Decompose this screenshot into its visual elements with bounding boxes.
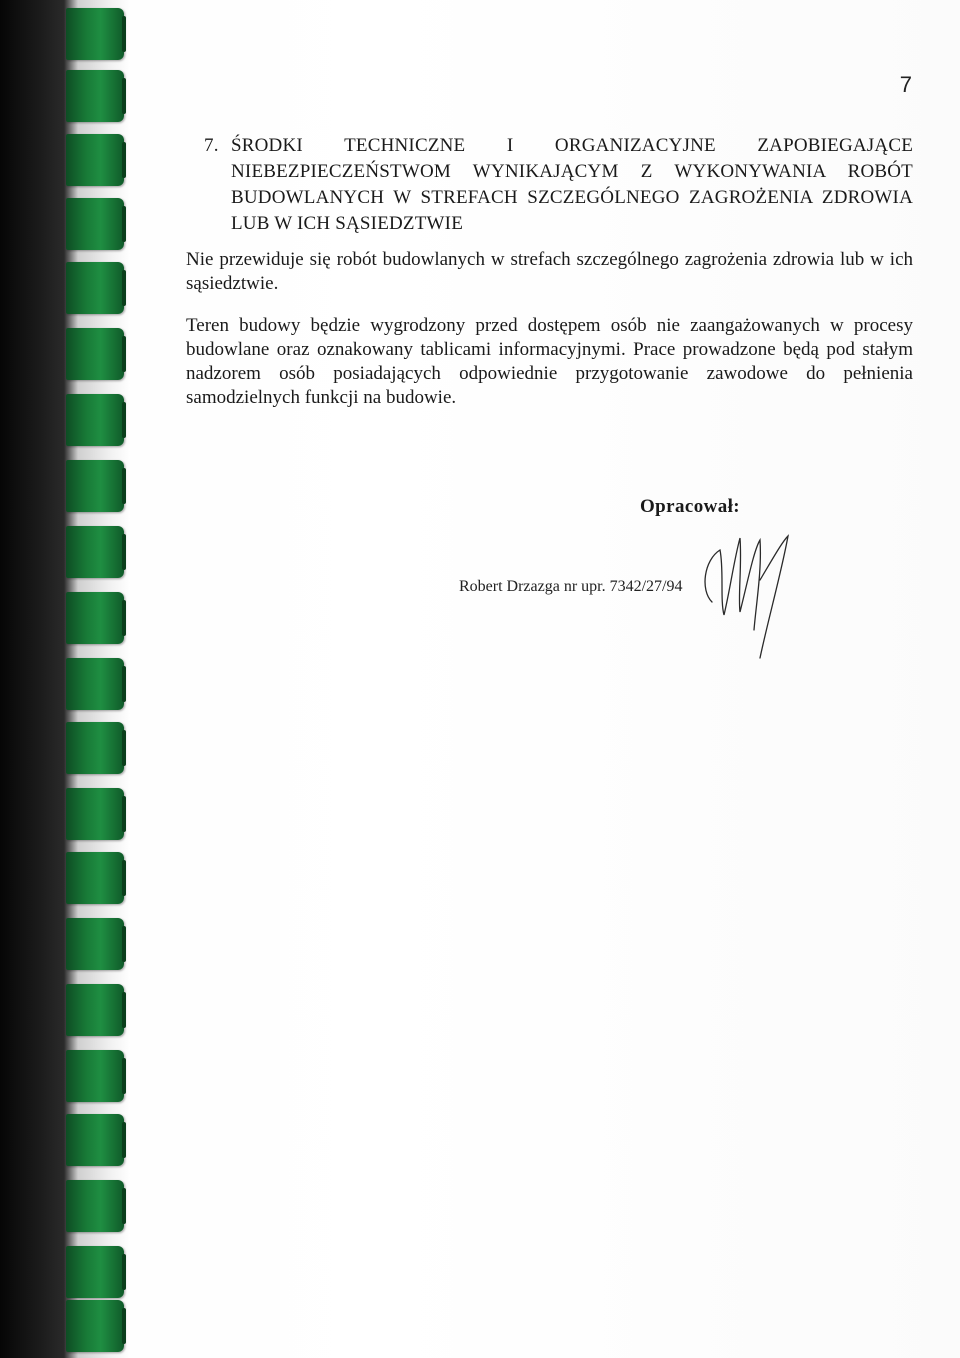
section-heading — [204, 133, 913, 237]
binding-ring — [66, 262, 124, 314]
handwritten-signature — [690, 520, 800, 660]
binding-ring — [66, 8, 124, 60]
author-name: Robert Drzazga nr upr. 7342/27/94 — [459, 578, 683, 595]
paragraph: Nie przewiduje się robót budowlanych w strefach szczególnego zagrożenia zdrowia lub w ich sąsiedztwie. — [186, 249, 913, 294]
binding-ring — [66, 592, 124, 644]
binding-ring — [66, 788, 124, 840]
binding-ring — [66, 134, 124, 186]
spiral-binding — [0, 0, 130, 1358]
binding-ring — [66, 70, 124, 122]
binding-ring — [66, 460, 124, 512]
binding-ring — [66, 1180, 124, 1232]
binding-ring — [66, 722, 124, 774]
binding-ring — [66, 984, 124, 1036]
binding-ring — [66, 1050, 124, 1102]
binding-ring — [66, 1114, 124, 1166]
section-heading-text: ŚRODKI TECHNICZNE I ORGANIZACYJNE ZAPOBIEGAJĄCE NIEBEZPIECZEŃSTWOM WYNIKAJĄCYM Z WYKONYWANIA ROBÓT BUDOWLANYCH W STREFACH SZCZEGÓLNEGO ZAGROŻENIA ZDROWIA LUB W ICH SĄSIEDZTWIE — [231, 135, 913, 234]
binding-ring — [66, 918, 124, 970]
binding-ring — [66, 394, 124, 446]
binding-ring — [66, 198, 124, 250]
binding-ring — [66, 1246, 124, 1298]
section-number: 7. — [204, 135, 219, 156]
page-number: 7 — [899, 72, 912, 97]
binding-ring — [66, 526, 124, 578]
binding-ring — [66, 1300, 124, 1352]
binding-ring — [66, 658, 124, 710]
binding-ring — [66, 852, 124, 904]
binding-ring — [66, 328, 124, 380]
signature-label: Opracował: — [640, 496, 741, 517]
paragraph: Teren budowy będzie wygrodzony przed dostępem osób nie zaangażowanych w procesy budowlane oraz oznakowany tablicami informacyjnymi. Prace prowadzone będą pod stałym nadzorem osób posiadających odpowiednie przygotowanie zawodowe do pełnienia samodzielnych funkcji na budowie. — [186, 315, 913, 408]
